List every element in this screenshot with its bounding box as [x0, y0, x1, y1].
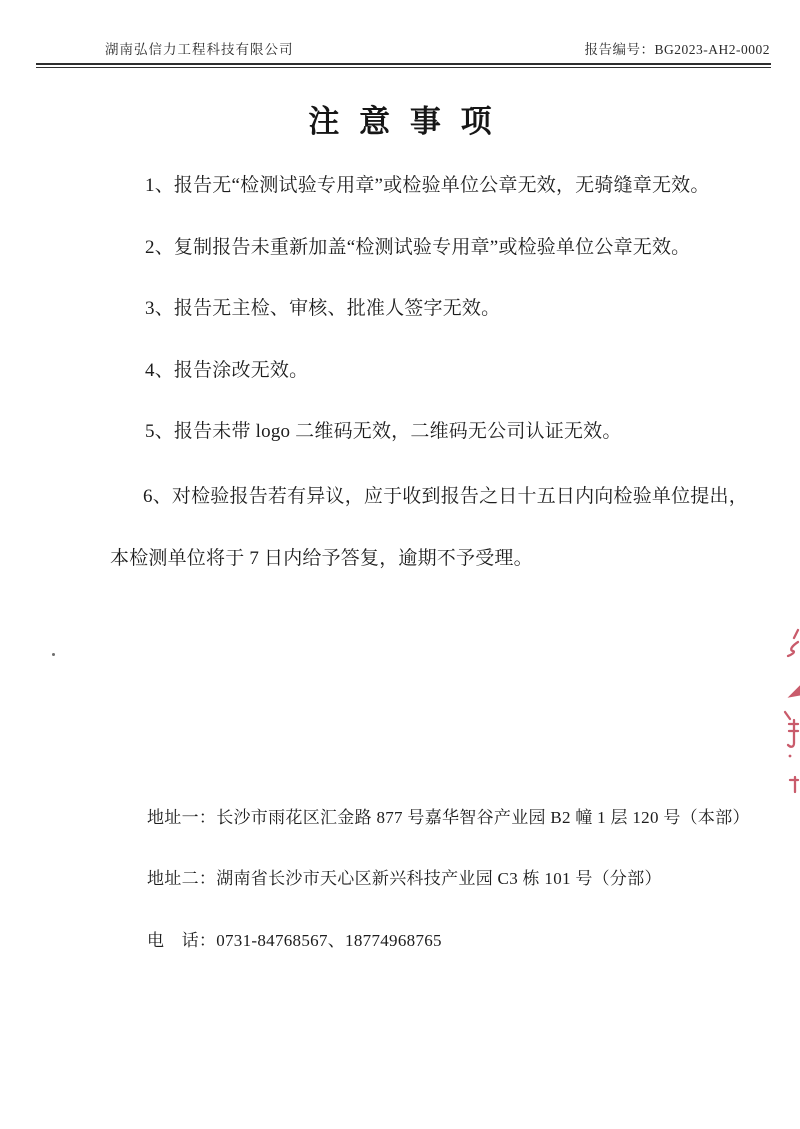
- note-line-4: 4、报告涂改无效。: [145, 360, 309, 381]
- address-line-1: 地址一：长沙市雨花区汇金路 877 号嘉华智谷产业园 B2 幢 1 层 120 号（本部）: [147, 808, 750, 827]
- phone-line: 电 话：0731-84768567、18774968765: [147, 931, 442, 950]
- header-rule: [36, 63, 771, 68]
- company-name: 湖南弘信力工程科技有限公司: [105, 42, 294, 57]
- note-line-6: 6、对检验报告若有异议，应于收到报告之日十五日内向检验单位提出，: [143, 486, 748, 507]
- report-number: 报告编号：BG2023-AH2-0002: [584, 42, 770, 57]
- address-line-2: 地址二：湖南省长沙市天心区新兴科技产业园 C3 栋 101 号（分部）: [147, 869, 662, 888]
- note-line-3: 3、报告无主检、审核、批准人签字无效。: [145, 298, 501, 319]
- note-line-5: 5、报告未带 logo 二维码无效，二维码无公司认证无效。: [145, 421, 622, 442]
- note-line-6-continued: 本检测单位将于 7 日内给予答复，逾期不予受理。: [110, 548, 533, 569]
- page-title: 注 意 事 项: [308, 104, 498, 139]
- note-line-1: 1、报告无“检测试验专用章”或检验单位公章无效，无骑缝章无效。: [145, 175, 710, 196]
- note-line-2: 2、复制报告未重新加盖“检测试验专用章”或检验单位公章无效。: [145, 237, 691, 258]
- scan-speck: [52, 653, 55, 656]
- red-ink-marks: [777, 622, 800, 797]
